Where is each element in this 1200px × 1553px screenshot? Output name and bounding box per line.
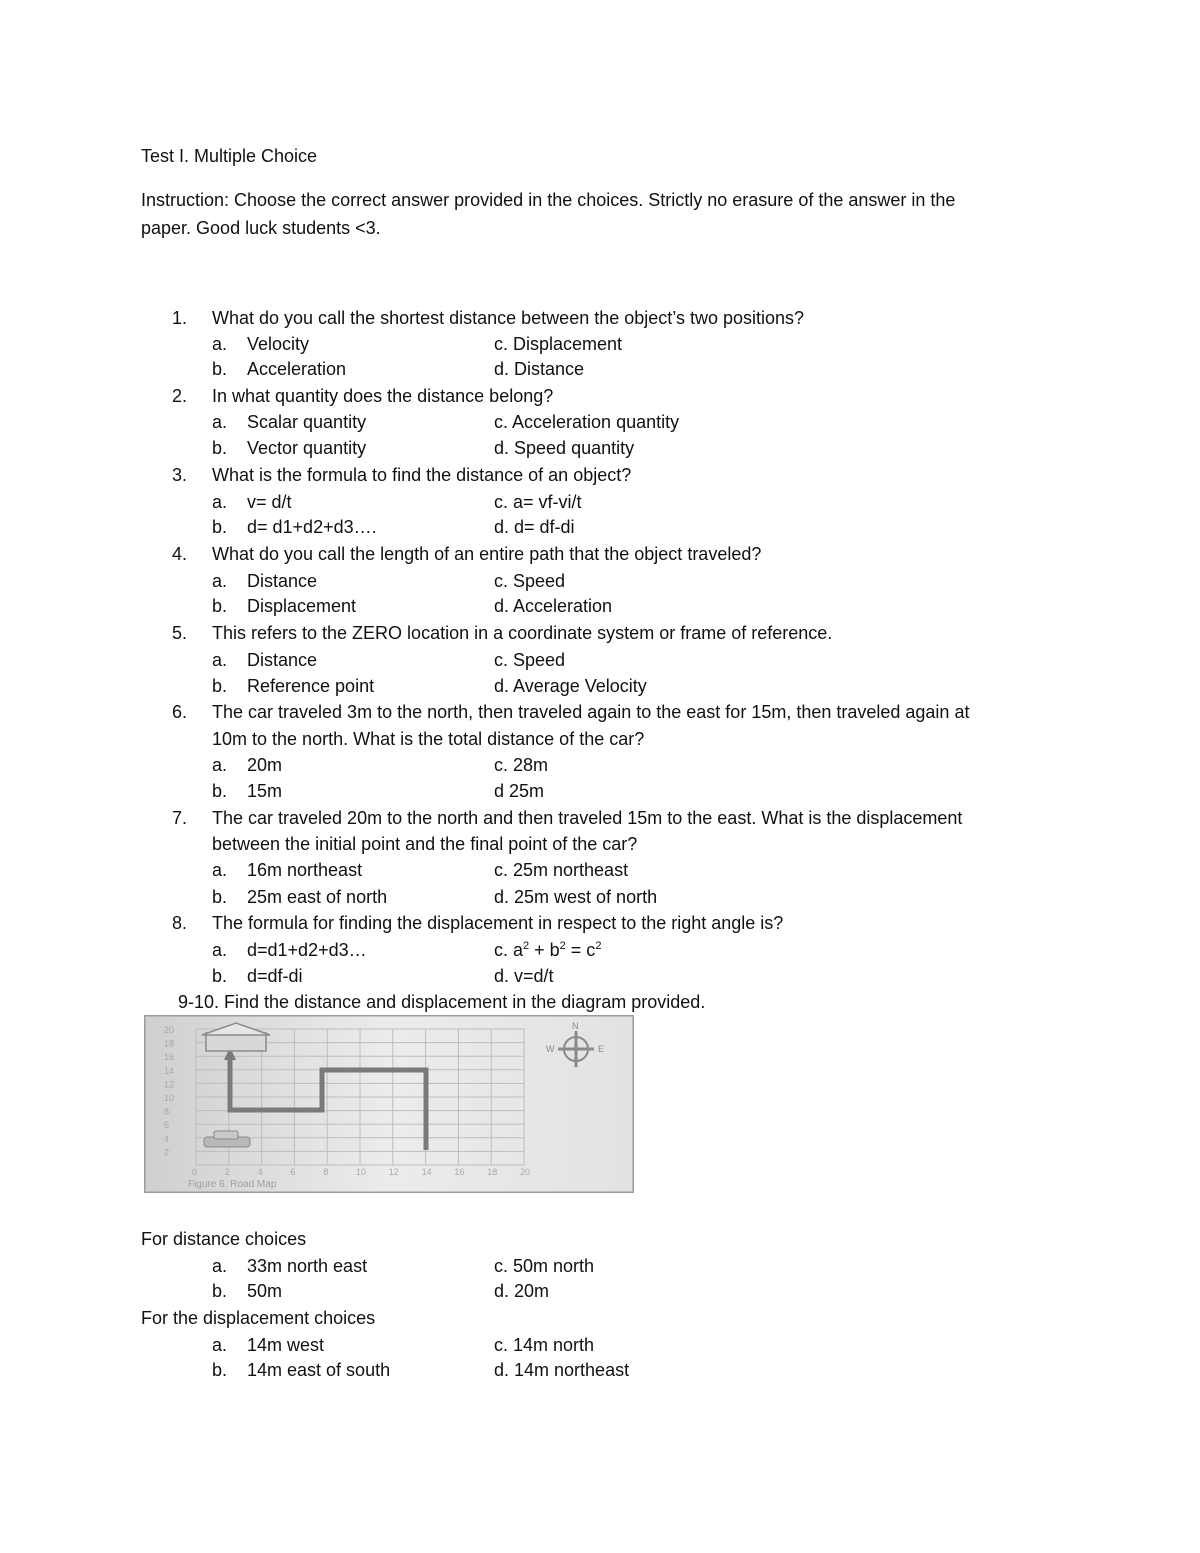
option-letter-a: a. <box>212 940 228 960</box>
option-d: d. d= df-di <box>494 517 575 537</box>
option-letter-a: a. <box>212 650 228 670</box>
option-letter-b: b. <box>212 781 228 801</box>
option-letter-b: b. <box>212 517 228 537</box>
exponent: 2 <box>523 940 530 952</box>
road-map-diagram <box>144 1015 634 1193</box>
question-number: 4. <box>172 544 188 564</box>
x-tick-label: 20 <box>520 1167 531 1177</box>
question-text: What do you call the length of an entire path that the object traveled? <box>212 544 762 564</box>
x-tick-label: 2 <box>224 1167 230 1177</box>
question-text: This refers to the ZERO location in a coordinate system or frame of reference. <box>212 623 833 643</box>
compass-east: E <box>598 1044 605 1054</box>
option-letter-a: a. <box>212 334 228 354</box>
y-tick-label: 14 <box>164 1065 175 1076</box>
question-text: What is the formula to find the distance of an object? <box>212 465 632 485</box>
option-a: Distance <box>247 571 318 591</box>
formula-c: = c <box>565 940 596 960</box>
option-letter-b: b. <box>212 1360 228 1380</box>
option-letter-a: a. <box>212 492 228 512</box>
question-number: 1. <box>172 308 188 328</box>
question-number: 6. <box>172 702 188 722</box>
option-letter-b: b. <box>212 966 228 986</box>
figure-caption: Figure 6. Road Map <box>188 1179 277 1190</box>
question-text: The car traveled 20m to the north and then traveled 15m to the east. What is the displacement <box>212 808 963 828</box>
option-c: c. Acceleration quantity <box>494 412 680 432</box>
question-number: 3. <box>172 465 188 485</box>
question-text: What do you call the shortest distance between the object’s two positions? <box>212 308 805 328</box>
option-c: c. a= vf-vi/t <box>494 492 582 512</box>
option-letter-a: a. <box>212 755 228 775</box>
option-letter-b: b. <box>212 359 228 379</box>
option-c: c. 28m <box>494 755 549 775</box>
option-a: 33m north east <box>247 1256 368 1276</box>
compass-west: W <box>546 1044 555 1054</box>
x-tick-label: 14 <box>421 1167 432 1177</box>
y-tick-label: 18 <box>164 1038 175 1049</box>
question-text-continued: between the initial point and the final point of the car? <box>212 834 638 854</box>
question-number: 5. <box>172 623 188 643</box>
option-b: Displacement <box>247 596 357 616</box>
option-c: c. Displacement <box>494 334 623 354</box>
distance-heading: For distance choices <box>141 1229 307 1249</box>
option-letter-a: a. <box>212 571 228 591</box>
question-text: In what quantity does the distance belong? <box>212 386 554 406</box>
y-tick-label: 8 <box>164 1106 170 1117</box>
option-b: 25m east of north <box>247 887 388 907</box>
option-a: 16m northeast <box>247 860 363 880</box>
option-b: 14m east of south <box>247 1360 391 1380</box>
option-a: Distance <box>247 650 318 670</box>
x-tick-label: 0 <box>192 1167 198 1177</box>
y-tick-label: 4 <box>164 1133 170 1144</box>
option-d: d. Acceleration <box>494 596 613 616</box>
option-a: v= d/t <box>247 492 292 512</box>
option-d: d. 14m northeast <box>494 1360 630 1380</box>
option-b: 15m <box>247 781 283 801</box>
instruction-line-1: Instruction: Choose the correct answer provided in the choices. Strictly no erasure of the answer in the <box>141 190 956 210</box>
option-letter-a: a. <box>212 1256 228 1276</box>
option-letter-a: a. <box>212 412 228 432</box>
formula-b: + b <box>529 940 560 960</box>
y-tick-label: 12 <box>164 1079 175 1090</box>
option-d: d. Average Velocity <box>494 676 647 696</box>
x-tick-label: 10 <box>356 1167 367 1177</box>
option-letter-b: b. <box>212 596 228 616</box>
y-tick-label: 20 <box>164 1025 175 1035</box>
x-tick-label: 8 <box>323 1167 329 1177</box>
option-c <box>494 939 601 961</box>
question-text-continued: 10m to the north. What is the total distance of the car? <box>212 729 645 749</box>
instruction-line-2: paper. Good luck students <3. <box>141 218 381 238</box>
y-tick-label: 16 <box>164 1052 175 1063</box>
option-letter-a: a. <box>212 1335 228 1355</box>
exponent: 2 <box>595 940 602 952</box>
test-title: Test I. Multiple Choice <box>141 146 318 166</box>
option-d: d. v=d/t <box>494 966 554 986</box>
option-d: d. 25m west of north <box>494 887 658 907</box>
x-tick-label: 6 <box>290 1167 296 1177</box>
option-letter-a: a. <box>212 860 228 880</box>
x-tick-label: 18 <box>487 1167 498 1177</box>
option-a: d=d1+d2+d3… <box>247 940 367 960</box>
option-letter-b: b. <box>212 438 228 458</box>
question-number: 8. <box>172 913 188 933</box>
y-tick-label: 6 <box>164 1120 170 1131</box>
option-b: 50m <box>247 1281 283 1301</box>
question-number: 7. <box>172 808 188 828</box>
x-tick-label: 16 <box>454 1167 465 1177</box>
question-text: The formula for finding the displacement in respect to the right angle is? <box>212 913 784 933</box>
option-a: 20m <box>247 755 283 775</box>
option-a: Velocity <box>247 334 310 354</box>
option-b: Vector quantity <box>247 438 367 458</box>
option-a: Scalar quantity <box>247 412 367 432</box>
option-c: c. 50m north <box>494 1256 595 1276</box>
option-d: d. Distance <box>494 359 585 379</box>
y-tick-label: 2 <box>164 1147 170 1158</box>
option-b: Acceleration <box>247 359 347 379</box>
question-9-10: 9-10. Find the distance and displacement in the diagram provided. <box>178 992 706 1012</box>
option-b: d=df-di <box>247 966 303 986</box>
option-c: c. Speed <box>494 650 566 670</box>
displacement-heading: For the displacement choices <box>141 1308 376 1328</box>
compass-north: N <box>572 1021 579 1031</box>
option-letter-b: b. <box>212 1281 228 1301</box>
option-b: d= d1+d2+d3…. <box>247 517 377 537</box>
option-c: c. 25m northeast <box>494 860 629 880</box>
option-d: d. 20m <box>494 1281 550 1301</box>
option-d: d 25m <box>494 781 545 801</box>
option-a: 14m west <box>247 1335 325 1355</box>
option-letter-b: b. <box>212 887 228 907</box>
option-b: Reference point <box>247 676 375 696</box>
option-letter-b: b. <box>212 676 228 696</box>
option-d: d. Speed quantity <box>494 438 635 458</box>
exponent: 2 <box>559 940 566 952</box>
option-c: c. Speed <box>494 571 566 591</box>
question-text: The car traveled 3m to the north, then traveled again to the east for 15m, then traveled again at <box>212 702 970 722</box>
question-number: 2. <box>172 386 188 406</box>
formula-a: c. a <box>494 940 524 960</box>
option-c: c. 14m north <box>494 1335 595 1355</box>
x-tick-label: 4 <box>257 1167 263 1177</box>
y-tick-label: 10 <box>164 1093 175 1103</box>
x-tick-label: 12 <box>388 1167 399 1177</box>
